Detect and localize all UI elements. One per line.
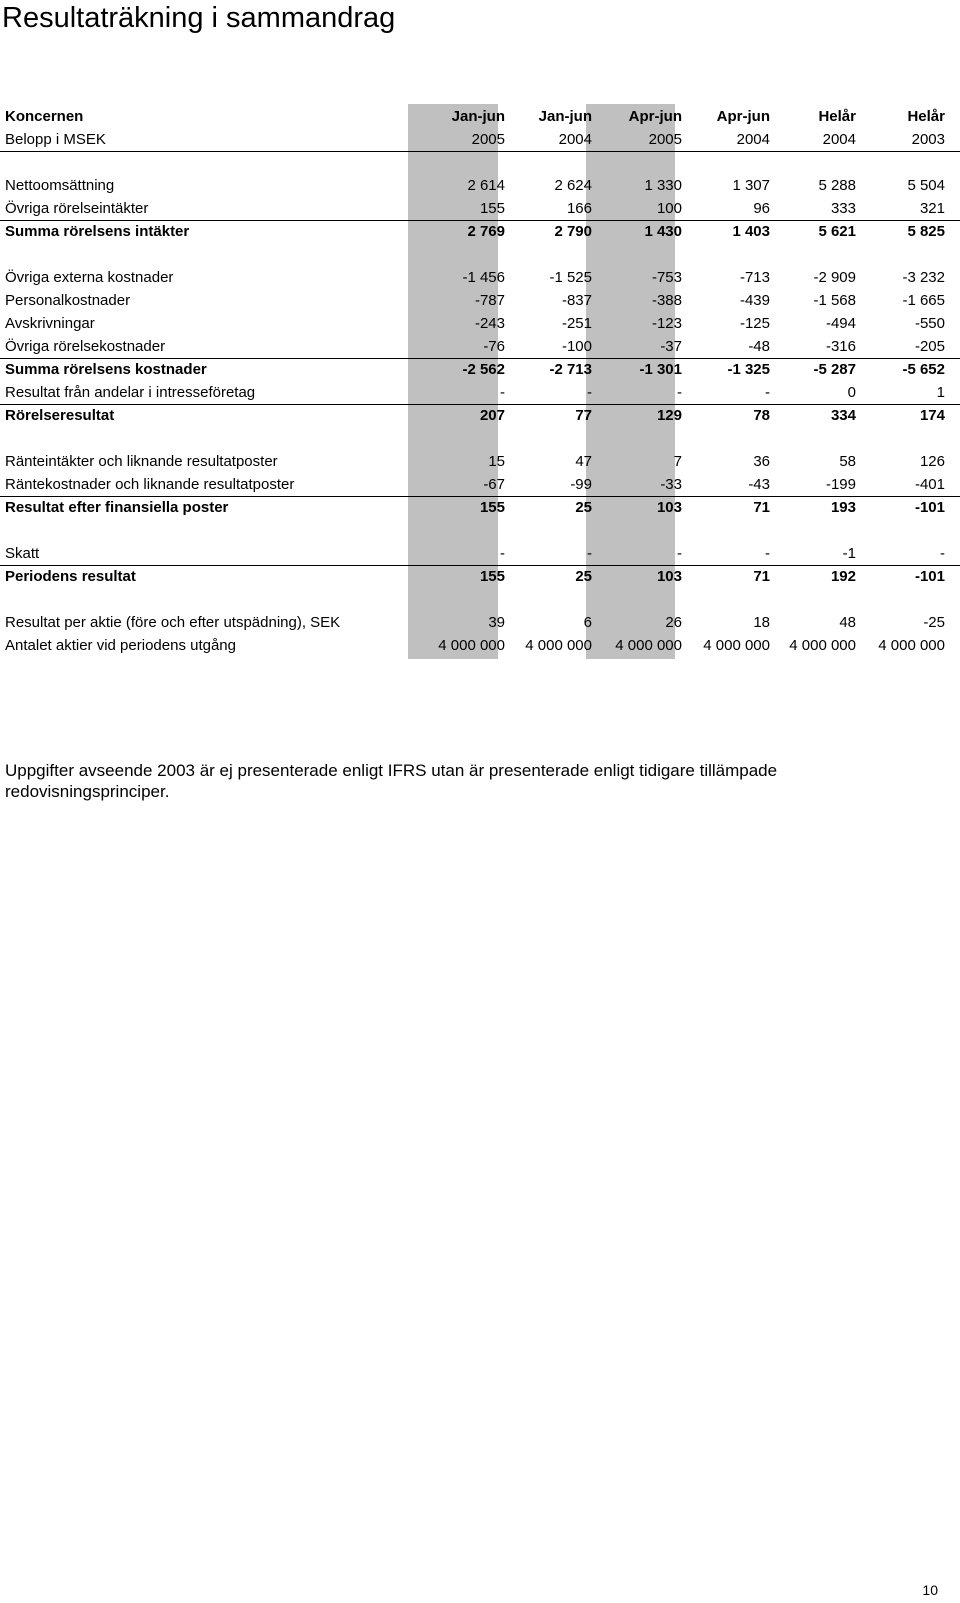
table-row-value: 334 bbox=[830, 407, 856, 424]
table-row-value: -243 bbox=[474, 315, 505, 332]
table-row-value: -439 bbox=[739, 292, 770, 309]
table-row-value: -1 456 bbox=[462, 269, 505, 286]
table-row-value: -48 bbox=[748, 338, 770, 355]
table-row bbox=[0, 335, 960, 359]
table-row-value: - bbox=[940, 545, 945, 562]
header-row-value: 2005 bbox=[648, 131, 682, 148]
table-row-label: Skatt bbox=[5, 545, 40, 562]
table-row-value: -2 562 bbox=[462, 361, 505, 378]
table-row-value: 207 bbox=[479, 407, 505, 424]
header-row bbox=[0, 105, 960, 128]
page-title: Resultaträkning i sammandrag bbox=[2, 2, 396, 34]
table-row-value: 47 bbox=[575, 453, 592, 470]
header-row-label: Belopp i MSEK bbox=[5, 131, 106, 148]
table-row-value: 36 bbox=[753, 453, 770, 470]
table-row bbox=[0, 381, 960, 405]
table-row-value: -5 652 bbox=[902, 361, 945, 378]
table-row bbox=[0, 473, 960, 497]
table-row-value: 0 bbox=[847, 384, 856, 401]
table-row-label: Resultat från andelar i intresseföretag bbox=[5, 384, 256, 401]
table-row-value: -251 bbox=[561, 315, 592, 332]
table-row-value: -25 bbox=[923, 614, 945, 631]
table-row-label: Personalkostnader bbox=[5, 292, 131, 309]
table-row-value: 129 bbox=[656, 407, 682, 424]
table-row-value: 2 790 bbox=[554, 223, 592, 240]
table-row-value: 39 bbox=[488, 614, 505, 631]
table-row-label: Övriga rörelsekostnader bbox=[5, 338, 166, 355]
table-row-value: 2 614 bbox=[467, 177, 505, 194]
table-row-value: 2 624 bbox=[554, 177, 592, 194]
table-row-value: 4 000 000 bbox=[438, 637, 505, 654]
table-row-value: -753 bbox=[651, 269, 682, 286]
table-row-value: 1 307 bbox=[732, 177, 770, 194]
table-row-value: -3 232 bbox=[902, 269, 945, 286]
table-row-value: -1 325 bbox=[727, 361, 770, 378]
table-row-value: -100 bbox=[561, 338, 592, 355]
table-row-value: -1 665 bbox=[902, 292, 945, 309]
table-row-value: 103 bbox=[656, 499, 682, 516]
table-row-value: - bbox=[677, 384, 682, 401]
table-row-value: 4 000 000 bbox=[525, 637, 592, 654]
table-row-value: -837 bbox=[561, 292, 592, 309]
header-row-value: 2004 bbox=[822, 131, 856, 148]
header-row-value: 2004 bbox=[558, 131, 592, 148]
table-row-value: -494 bbox=[825, 315, 856, 332]
table-row-value: -2 909 bbox=[813, 269, 856, 286]
table-row-value: -33 bbox=[660, 476, 682, 493]
table-row-value: - bbox=[677, 545, 682, 562]
table-row-label: Övriga rörelseintäkter bbox=[5, 200, 149, 217]
table-row-label: Antalet aktier vid periodens utgång bbox=[5, 637, 236, 654]
header-row-value: Apr-jun bbox=[628, 108, 682, 125]
table-row-value: -99 bbox=[570, 476, 592, 493]
table-row bbox=[0, 450, 960, 473]
table-row-value: 192 bbox=[830, 568, 856, 585]
table-row-label: Övriga externa kostnader bbox=[5, 269, 174, 286]
header-row-value: Jan-jun bbox=[538, 108, 592, 125]
table-row-value: -101 bbox=[914, 568, 945, 585]
table-row-value: -101 bbox=[914, 499, 945, 516]
header-row-value: Helår bbox=[818, 108, 856, 125]
table-row-value: - bbox=[500, 545, 505, 562]
table-row-value: -37 bbox=[660, 338, 682, 355]
header-row-value: Helår bbox=[907, 108, 945, 125]
table-row-value: 155 bbox=[479, 200, 505, 217]
table-row-value: 193 bbox=[830, 499, 856, 516]
table-row-value: 333 bbox=[830, 200, 856, 217]
table-row-value: 4 000 000 bbox=[789, 637, 856, 654]
table-row-value: 321 bbox=[919, 200, 945, 217]
table-row-label: Summa rörelsens intäkter bbox=[5, 223, 190, 240]
table-row bbox=[0, 358, 960, 381]
table-row-value: 166 bbox=[566, 200, 592, 217]
table-row-value: -5 287 bbox=[813, 361, 856, 378]
table-row-value: 5 621 bbox=[818, 223, 856, 240]
table-row bbox=[0, 289, 960, 312]
table-row-value: -316 bbox=[825, 338, 856, 355]
table-row bbox=[0, 565, 960, 588]
table-row-value: 71 bbox=[753, 499, 770, 516]
table-row-value: 15 bbox=[488, 453, 505, 470]
table-row-value: 1 403 bbox=[732, 223, 770, 240]
table-row-value: 1 430 bbox=[644, 223, 682, 240]
table-row-value: -1 525 bbox=[549, 269, 592, 286]
table-row-label: Nettoomsättning bbox=[5, 177, 115, 194]
table-row-value: -1 568 bbox=[813, 292, 856, 309]
table-row-value: 4 000 000 bbox=[878, 637, 945, 654]
table-row-label: Resultat per aktie (före och efter utspädning), SEK bbox=[5, 614, 341, 631]
table-row-value: 5 288 bbox=[818, 177, 856, 194]
table-row bbox=[0, 496, 960, 519]
table-row-value: 96 bbox=[753, 200, 770, 217]
table-row-value: -123 bbox=[651, 315, 682, 332]
footnote: Uppgifter avseende 2003 är ej presenterade enligt IFRS utan är presenterade enligt tidigare tillämpade redovisningsprinciper. bbox=[5, 761, 778, 801]
table-row-value: -1 301 bbox=[639, 361, 682, 378]
table-row-label: Avskrivningar bbox=[5, 315, 95, 332]
table-row-value: -550 bbox=[914, 315, 945, 332]
table-row-value: 25 bbox=[575, 568, 592, 585]
table-row-label: Räntekostnader och liknande resultatposter bbox=[5, 476, 295, 493]
table-row-value: -388 bbox=[651, 292, 682, 309]
table-row-value: - bbox=[500, 384, 505, 401]
table-row-value: - bbox=[765, 384, 770, 401]
table-row-value: 58 bbox=[839, 453, 856, 470]
table-row-value: - bbox=[587, 545, 592, 562]
table-row-value: -401 bbox=[914, 476, 945, 493]
table-row bbox=[0, 220, 960, 243]
table-row-value: 78 bbox=[753, 407, 770, 424]
header-row-value: 2005 bbox=[471, 131, 505, 148]
table-row-value: -1 bbox=[842, 545, 856, 562]
table-row-value: 48 bbox=[839, 614, 856, 631]
header-row-value: 2004 bbox=[736, 131, 770, 148]
table-row-value: 155 bbox=[479, 568, 505, 585]
header-row-value: 2003 bbox=[911, 131, 945, 148]
table-row-label: Periodens resultat bbox=[5, 568, 136, 585]
table-row bbox=[0, 174, 960, 197]
table-row bbox=[0, 266, 960, 289]
table-row-value: 126 bbox=[919, 453, 945, 470]
table-row bbox=[0, 312, 960, 335]
header-row-value: Jan-jun bbox=[451, 108, 505, 125]
table-row-value: - bbox=[765, 545, 770, 562]
table-row-value: 5 825 bbox=[907, 223, 945, 240]
table-row-value: 26 bbox=[665, 614, 682, 631]
table-row-value: 77 bbox=[575, 407, 592, 424]
table-row-value: -205 bbox=[914, 338, 945, 355]
table-row-value: 174 bbox=[919, 407, 945, 424]
table-row-label: Resultat efter finansiella poster bbox=[5, 499, 229, 516]
table-row-value: 4 000 000 bbox=[615, 637, 682, 654]
table-row-value: - bbox=[587, 384, 592, 401]
table-row bbox=[0, 634, 960, 657]
table-row-value: -76 bbox=[483, 338, 505, 355]
table-row-label: Summa rörelsens kostnader bbox=[5, 361, 207, 378]
table-row-value: -787 bbox=[474, 292, 505, 309]
table-row bbox=[0, 404, 960, 427]
table-row-value: 100 bbox=[656, 200, 682, 217]
table-row bbox=[0, 197, 960, 221]
table-row-value: -43 bbox=[748, 476, 770, 493]
header-row-value: Apr-jun bbox=[716, 108, 770, 125]
page-number: 10 bbox=[922, 1582, 938, 1598]
table-row-value: -199 bbox=[825, 476, 856, 493]
table-row-value: -713 bbox=[739, 269, 770, 286]
table-row-value: -2 713 bbox=[549, 361, 592, 378]
header-row-label: Koncernen bbox=[5, 108, 84, 125]
table-row-value: 2 769 bbox=[467, 223, 505, 240]
table-row-value: 25 bbox=[575, 499, 592, 516]
table-row-value: 5 504 bbox=[907, 177, 945, 194]
table-row-value: 6 bbox=[583, 614, 592, 631]
table-row bbox=[0, 542, 960, 566]
table-row-value: 4 000 000 bbox=[703, 637, 770, 654]
table-row-label: Rörelseresultat bbox=[5, 407, 115, 424]
table-row-value: -67 bbox=[483, 476, 505, 493]
table-row bbox=[0, 611, 960, 634]
table-row-value: 71 bbox=[753, 568, 770, 585]
table-row-value: 1 330 bbox=[644, 177, 682, 194]
table-row-value: 7 bbox=[673, 453, 682, 470]
table-row-value: 155 bbox=[479, 499, 505, 516]
table-row-value: 103 bbox=[656, 568, 682, 585]
header-row bbox=[0, 128, 960, 152]
table-row-value: -125 bbox=[739, 315, 770, 332]
table-row-value: 1 bbox=[936, 384, 945, 401]
table-row-label: Ränteintäkter och liknande resultatposter bbox=[5, 453, 278, 470]
table-row-value: 18 bbox=[753, 614, 770, 631]
